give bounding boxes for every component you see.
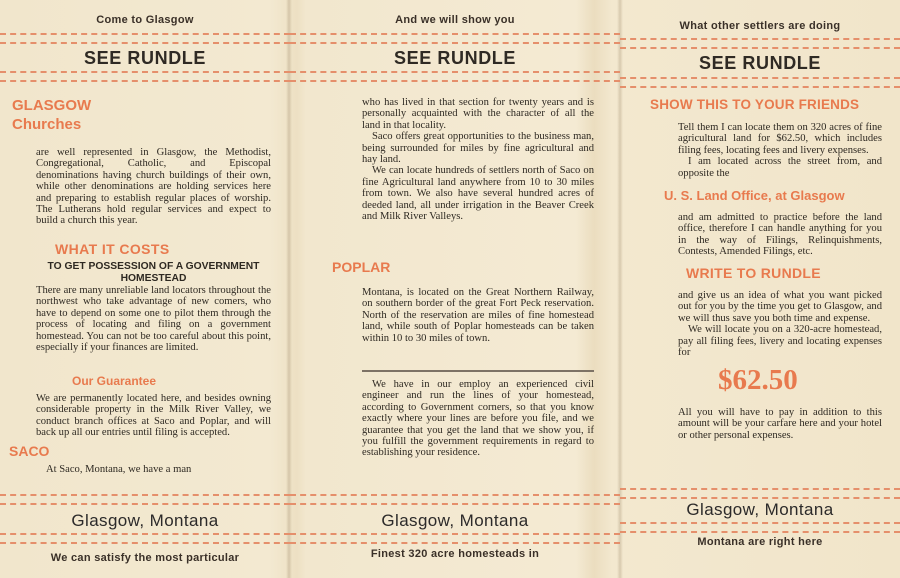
- possession-text: There are many unreliable land locators throughout the northwest who take advantage of new comers, who have to depend on some one to pilot them through the process of locating and filing on a government homestead. You can not be too careful about this point, especially if your finances are limited.: [36, 285, 271, 354]
- land-office-text: and am admitted to practice before the land office, therefore I can handle anything for you in the way of Filings, Relinquishments, Contests, Amended Filings, etc.: [678, 212, 882, 258]
- middle-top-rule: [290, 33, 620, 44]
- friends-text: Tell them I can locate them on 320 acres of fine agricultural land for $62.50, which includes filing fees, locating fees and livery expenses. I am located across the street from, and opposite the: [678, 122, 882, 179]
- middle-panel: [290, 0, 620, 578]
- middle-separator: [362, 370, 594, 372]
- heading-saco: SACO: [9, 443, 50, 459]
- saco-text: At Saco, Montana, we have a man: [46, 464, 192, 475]
- saco-continued: who has lived in that section for twenty years and is personally acquainted with the character of all the land in that locality. Saco offers great opportunities to the business man, being surrounded for miles by fine agricultural and hay land. We can locate hundreds of settlers north of Saco on fine Agricultural land anywhere from 10 to 30 miles from town. We also have several hundred acres of deeded land, all under irrigation in the Beaver Creek and Milk River Valleys.: [362, 97, 594, 223]
- heading-our-guarantee: Our Guarantee: [72, 374, 157, 388]
- right-panel: [620, 0, 900, 578]
- heading-write-to-rundle: WRITE TO RUNDLE: [686, 265, 821, 281]
- left-bottom-tagline: We can satisfy the most particular: [50, 552, 240, 564]
- left-footer-rule-bottom: [0, 533, 290, 544]
- middle-footer-rule-top: [290, 494, 620, 505]
- left-top-rule: [0, 33, 290, 44]
- left-panel: [0, 0, 290, 578]
- left-footer-rule-top: [0, 494, 290, 505]
- price-text: All you will have to pay in addition to this amount will be your carfare here and your hotel or other personal expenses.: [678, 407, 882, 441]
- engineer-text: We have in our employ an experienced civil engineer and run the lines of your homestead, according to Government corners, so that you know exactly where your lines are before you file, and we guarantee that you get the land that we show you, if you fulfill the government requirements in regard to establishing your residence.: [362, 379, 594, 459]
- middle-header-rule: [290, 71, 620, 82]
- left-header: SEE RUNDLE: [83, 48, 206, 68]
- right-top-rule: [620, 38, 900, 49]
- poplar-text: Montana, is located on the Great Northern Railway, on southern border of the great Fort Peck reservation. North of the reservation are miles of fine homestead land, while south of Poplar homesteads can be taken within 10 to 30 miles of town.: [362, 287, 594, 344]
- right-footer-rule-top: [620, 488, 900, 499]
- right-header: SEE RUNDLE: [698, 53, 821, 73]
- middle-footer-city: Glasgow, Montana: [381, 511, 529, 530]
- possession-heading: TO GET POSSESSION OF A GOVERNMENT HOMESTEAD: [47, 261, 260, 284]
- heading-poplar: POPLAR: [332, 259, 391, 275]
- churches-text: are well represented in Glasgow, the Methodist, Congregational, Catholic, and Episcopal denominations having church buildings of their own, while other denominations are holding services here and preparing to establish regular places of worship. The Lutherans hold regular services and expect to build a church this year.: [36, 147, 271, 227]
- heading-land-office: U. S. Land Office, at Glasgow: [664, 188, 845, 203]
- middle-header: SEE RUNDLE: [393, 48, 516, 68]
- right-top-tagline: What other settlers are doing: [679, 20, 841, 32]
- right-header-rule: [620, 77, 900, 88]
- middle-footer-rule-bottom: [290, 533, 620, 544]
- right-bottom-tagline: Montana are right here: [697, 536, 823, 548]
- left-top-tagline: Come to Glasgow: [96, 14, 194, 26]
- left-header-rule: [0, 71, 290, 82]
- heading-what-it-costs: WHAT IT COSTS: [55, 241, 170, 257]
- heading-glasgow: GLASGOW: [12, 97, 92, 114]
- middle-bottom-tagline: Finest 320 acre homesteads in: [370, 548, 540, 560]
- heading-churches: Churches: [12, 116, 82, 133]
- heading-show-friends: SHOW THIS TO YOUR FRIENDS: [650, 97, 860, 112]
- middle-top-tagline: And we will show you: [395, 14, 515, 26]
- right-footer-rule-bottom: [620, 522, 900, 533]
- left-footer-city: Glasgow, Montana: [71, 511, 219, 530]
- right-footer-city: Glasgow, Montana: [686, 500, 834, 519]
- write-text: and give us an idea of what you want picked out for you by the time you get to Glasgow, and we will thus save you both time and expense. We will locate you on a 320-acre homestead, pay all filing fees, livery and locating expenses for: [678, 290, 882, 359]
- price-amount: $62.50: [718, 364, 798, 396]
- guarantee-text: We are permanently located here, and besides owning considerable property in the Milk River Valley, we conduct branch offices at Saco and Poplar, and will back up all our entries until filing is accepted.: [36, 393, 271, 439]
